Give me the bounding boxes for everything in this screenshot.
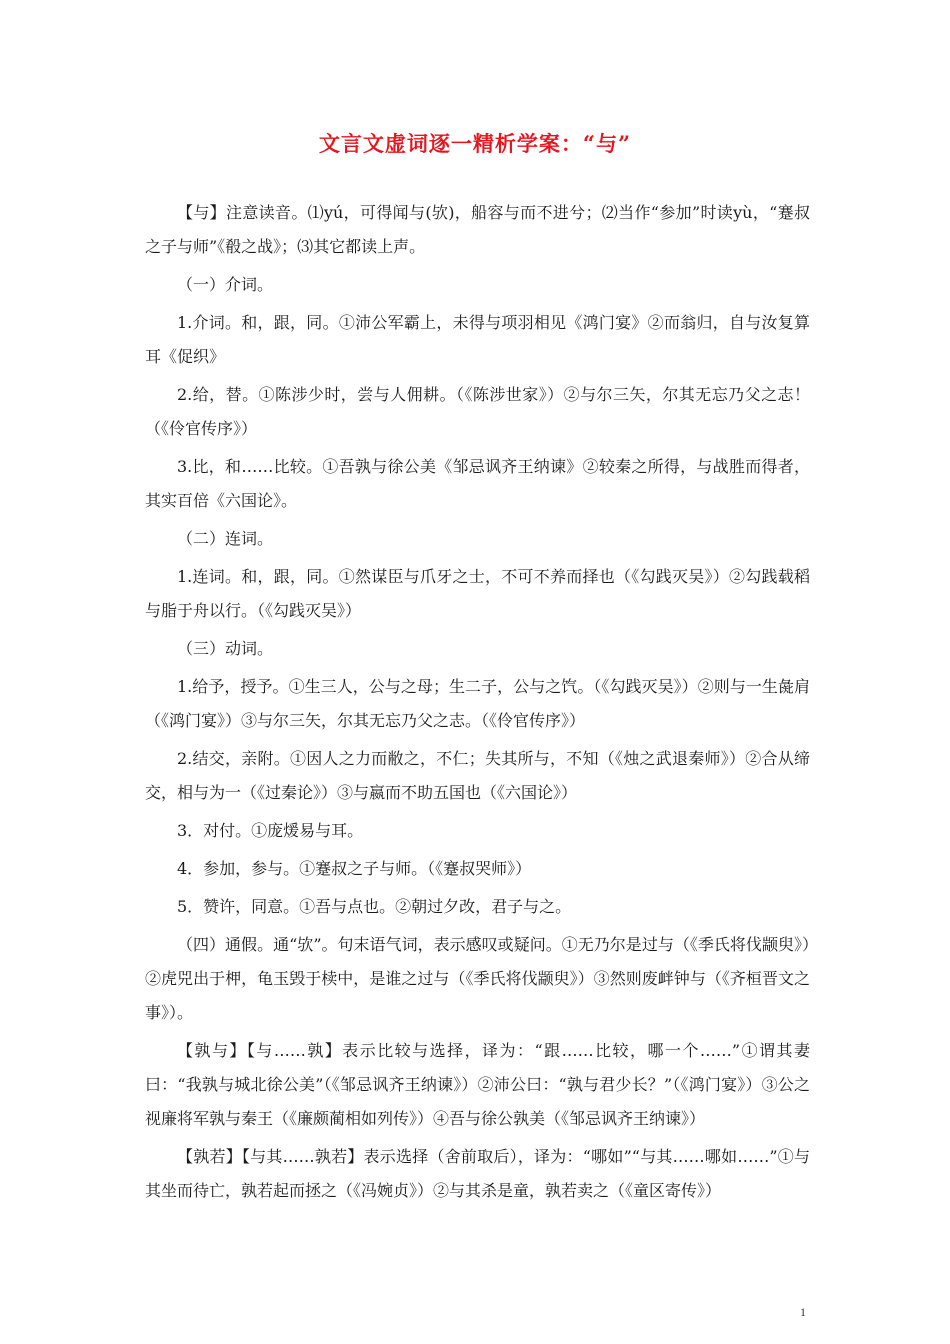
section-heading-conjunction: （二）连词。	[177, 529, 274, 548]
document-body	[145, 196, 810, 1212]
paragraph-conjunction-1: 1.连词。和，跟，同。①然谋臣与爪牙之士，不可不养而择也（《勾践灭吴》）②勾践载稻与脂于舟以行。（《勾践灭吴》）	[145, 567, 810, 620]
paragraph-verb-1: 1.给予，授予。①生三人，公与之母；生二子，公与之饩。（《勾践灭吴》）②则与一生彘肩（《鸿门宴》）③与尔三矢，尔其无忘乃父之志。（《伶官传序》）	[145, 677, 810, 730]
paragraph-pronunciation: 【与】注意读音。⑴yú，可得闻与(欤)，船容与而不进兮；⑵当作“参加”时读yù，“蹇叔之子与师”《殽之战》；⑶其它都读上声。	[145, 203, 810, 256]
page-number: 1	[800, 1305, 806, 1319]
paragraph-loan-character: （四）通假。通“欤”。句末语气词，表示感叹或疑问。①无乃尔是过与（《季氏将伐颛臾》）②虎兕出于柙，龟玉毁于椟中，是谁之过与（《季氏将伐颛臾》）③然则废衅钟与（《齐桓晋文之事》）。	[145, 935, 810, 1022]
section-heading-verb: （三）动词。	[177, 639, 274, 658]
paragraph-preposition-1: 1.介词。和，跟，同。①沛公军霸上，未得与项羽相见《鸿门宴》②而翁归，自与汝复算耳《促织》	[145, 313, 810, 366]
paragraph-shuyu: 【孰与】【与……孰】表示比较与选择，译为：“跟……比较，哪一个……”①谓其妻曰：“我孰与城北徐公美”（《邹忌讽齐王纳谏》）②沛公曰：“孰与君少长？”（《鸿门宴》）③公之视廉将军孰与秦王（《廉颇蔺相如列传》）④吾与徐公孰美（《邹忌讽齐王纳谏》）	[145, 1041, 810, 1128]
section-heading-preposition: （一）介词。	[177, 275, 274, 294]
page-title: 文言文虚词逐一精析学案：“与”	[318, 131, 632, 156]
paragraph-verb-4: 4．参加，参与。①蹇叔之子与师。（《蹇叔哭师》）	[177, 859, 532, 878]
paragraph-shuruo: 【孰若】【与其……孰若】表示选择（舍前取后），译为：“哪如”“与其……哪如……”①与其坐而待亡，孰若起而拯之（《冯婉贞》）②与其杀是童，孰若卖之（《童区寄传》）	[145, 1147, 810, 1200]
paragraph-preposition-3: 3.比，和……比较。①吾孰与徐公美《邹忌讽齐王纳谏》②较秦之所得，与战胜而得者，其实百倍《六国论》。	[145, 457, 810, 510]
paragraph-preposition-2: 2.给，替。①陈涉少时，尝与人佣耕。（《陈涉世家》）②与尔三矢，尔其无忘乃父之志！（《伶官传序》）	[145, 385, 810, 438]
paragraph-verb-5: 5．赞许，同意。①吾与点也。②朝过夕改，君子与之。	[177, 897, 572, 916]
paragraph-verb-3: 3．对付。①庞煖易与耳。	[177, 821, 364, 840]
paragraph-verb-2: 2.结交，亲附。①因人之力而敝之，不仁；失其所与，不知（《烛之武退秦师》）②合从缔交，相与为一（《过秦论》）③与嬴而不助五国也（《六国论》）	[145, 749, 810, 802]
